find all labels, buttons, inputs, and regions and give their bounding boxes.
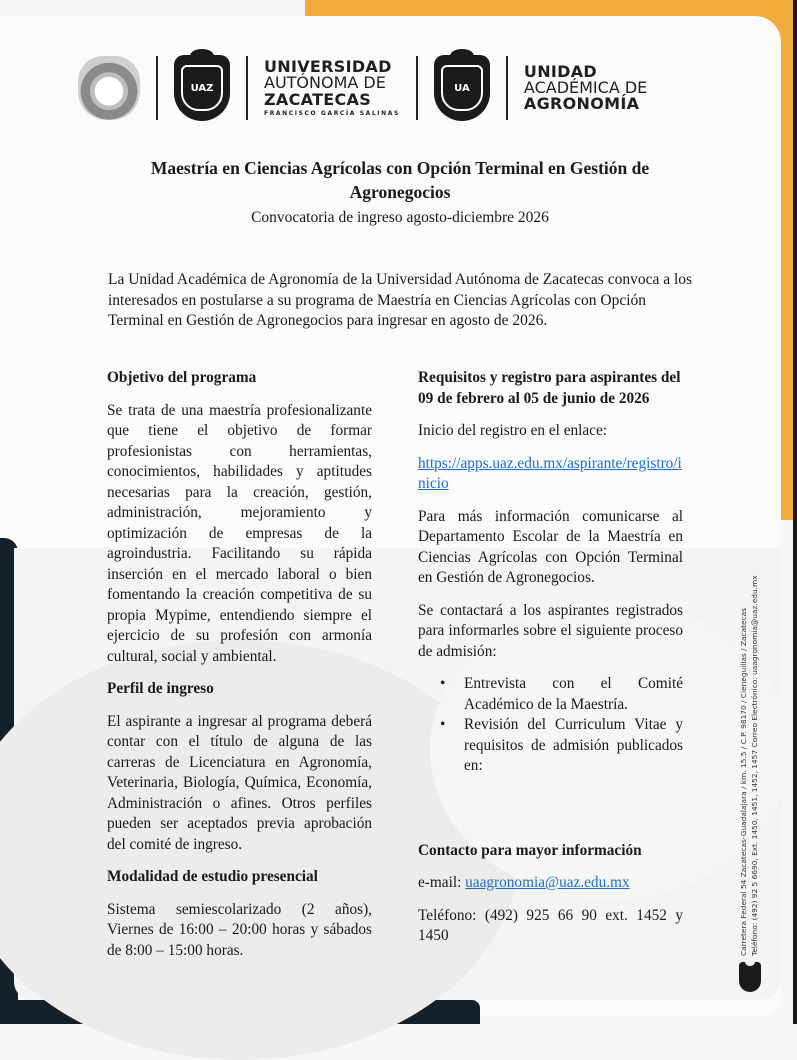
divider: [246, 56, 248, 120]
eagle-emblem-icon: [739, 962, 761, 992]
list-item: • Revisión del Curriculum Vitae y requisitos de admisión publicados en:: [464, 715, 683, 777]
divider: [506, 56, 508, 120]
email-label: e-mail:: [418, 874, 466, 891]
objetivo-body: Se trata de una maestría profesionalizante que tiene el objetivo de formar profesionistas con herramientas, conocimientos, habilidades y aptitudes necesarias para la creación, gestión, administración, mejoramiento y optimización de empresas de la agroindustria. Facilitando su rápida inserción en el mercado laboral o bien fomentando la creación competitiva de su propia Mypime, entendiendo siempre el ejercicio de su profesión con armonía cultural, social y ambiental.: [107, 401, 372, 665]
perfil-body: El aspirante a ingresar al programa deberá contar con el título de alguna de las carreras de Licenciatura en Agronomía, Veterinaria, Biología, Química, Economía, Administración o afines. Otros perfiles pueden ser aceptados previa aprobación del comité de ingreso.: [107, 712, 372, 853]
document-title: Maestría en Ciencias Agrícolas con Opción Terminal en Gestión de Agronegocios: [150, 158, 650, 202]
uaz-wordmark-line3: ZACATECAS: [264, 89, 372, 109]
divider: [416, 56, 418, 120]
agronomia-wordmark-line2: ACADÉMICA DE: [523, 77, 648, 97]
uaz-wordmark-line1: UNIVERSIDAD: [264, 56, 392, 76]
agronomia-wordmark-line3: AGRONOMÍA: [523, 94, 640, 114]
header-logos: [78, 52, 647, 124]
email-line: [418, 873, 683, 894]
agronomia-shield-label: UA: [441, 65, 483, 111]
side-footer-contact: Teléfono: (492) 92 5 6690, Ext. 1450, 1451, 1452, 1457 Correo Electrónico: uaagronomia@uaz.edu.mx: [750, 575, 759, 956]
uaz-wordmark: [264, 56, 400, 117]
registro-link[interactable]: https://apps.uaz.edu.mx/aspirante/registro/inicio: [418, 454, 682, 492]
contacto-heading: Contacto para mayor información: [418, 841, 642, 859]
uaz-historic-seal-icon: [78, 56, 140, 120]
uaz-wordmark-line2: AUTÓNOMA DE: [264, 73, 386, 93]
perfil-heading: Perfil de ingreso: [107, 680, 214, 697]
modalidad-body: Sistema semiescolarizado (2 años), Viernes de 16:00 – 20:00 horas y sábados de 8:00 – 15:00 horas.: [107, 900, 372, 959]
agronomia-shield-logo-icon: [434, 55, 490, 121]
agronomia-wordmark-line1: UNIDAD: [523, 61, 597, 81]
admision-steps-list: [418, 674, 683, 777]
modalidad-heading: Modalidad de estudio presencial: [107, 868, 318, 885]
uaz-shield-label: UAZ: [181, 65, 223, 111]
left-column: [107, 368, 372, 973]
mas-info-paragraph: Para más información comunicarse al Departamento Escolar de la Maestría en Ciencias Agrícolas con Opción Terminal en Gestión de Agronegocios.: [418, 507, 683, 586]
proceso-intro: Se contactará a los aspirantes registrados para informarles sobre el siguiente proceso de admisión:: [418, 601, 683, 660]
uaz-wordmark-tagline: FRANCISCO GARCÍA SALINAS: [264, 109, 400, 117]
document-subtitle: Convocatoria de ingreso agosto-diciembre 2026: [251, 209, 549, 226]
uaz-shield-logo-icon: [174, 55, 230, 121]
objetivo-heading: Objetivo del programa: [107, 369, 257, 386]
agronomia-wordmark: [523, 61, 648, 114]
registro-intro: Inicio del registro en el enlace:: [418, 422, 608, 439]
intro-paragraph: La Unidad Académica de Agronomía de la Universidad Autónoma de Zacatecas convoca a los interesados en postularse a su programa de Maestría en Ciencias Agrícolas con Opción Terminal en Gestión de Agronegocios para ingresar en agosto de 2026.: [108, 271, 693, 329]
side-footer: [738, 575, 760, 956]
requisitos-heading: Requisitos y registro para aspirantes del 09 de febrero al 05 de junio de 2026: [418, 369, 681, 407]
decorative-right-edge: [793, 0, 797, 1024]
right-column: [418, 368, 683, 959]
side-footer-address: Carretera Federal 54 Zacatecas-Guadalajara / km. 15.5 / C.P. 98170 / Cieneguillas / Zacatecas: [739, 607, 748, 956]
email-link[interactable]: uaagronomia@uaz.edu.mx: [465, 874, 630, 891]
telefono-line: Teléfono: (492) 925 66 90 ext. 1452 y 1450: [418, 906, 683, 944]
divider: [156, 56, 158, 120]
list-item: • Entrevista con el Comité Académico de la Maestría.: [464, 674, 683, 715]
